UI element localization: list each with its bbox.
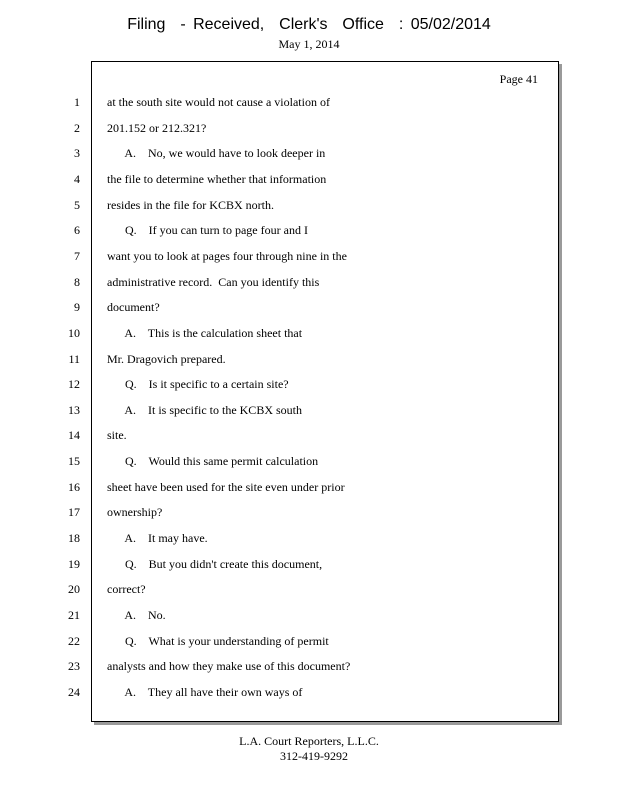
transcript-line: at the south site would not cause a violation of — [107, 95, 330, 109]
line-number: 12 — [68, 377, 80, 391]
line-number: 14 — [68, 428, 80, 442]
line-number: 11 — [68, 352, 80, 366]
line-number: 13 — [68, 403, 80, 417]
transcript-line: A. No, we would have to look deeper in — [107, 146, 326, 160]
transcript-line: A. This is the calculation sheet that — [107, 326, 303, 340]
transcript-line: Q. Is it specific to a certain site? — [107, 377, 289, 391]
page-number: Page 41 — [499, 72, 538, 86]
line-number: 16 — [68, 480, 80, 494]
transcript-line: document? — [107, 300, 160, 314]
transcript-line: ownership? — [107, 505, 163, 519]
transcript-line: sheet have been used for the site even under prior — [107, 480, 345, 494]
transcript-line: A. No. — [107, 608, 166, 622]
deposition-date: May 1, 2014 — [278, 37, 340, 51]
transcript-line: administrative record. Can you identify this — [107, 275, 320, 289]
transcript-line: A. It is specific to the KCBX south — [107, 403, 302, 417]
line-number: 4 — [74, 172, 80, 186]
line-number: 24 — [68, 685, 80, 699]
line-number: 8 — [74, 275, 80, 289]
line-number: 10 — [68, 326, 80, 340]
line-number: 7 — [74, 249, 80, 263]
line-number: 9 — [74, 300, 80, 314]
line-number: 3 — [74, 146, 80, 160]
line-number: 15 — [68, 454, 80, 468]
transcript-line: correct? — [107, 582, 146, 596]
reporter-phone: 312-419-9292 — [280, 749, 348, 763]
line-number: 22 — [68, 634, 80, 648]
line-number: 18 — [68, 531, 80, 545]
line-number: 5 — [74, 198, 80, 212]
line-number: 1 — [74, 95, 80, 109]
line-number: 17 — [68, 505, 80, 519]
transcript-line: Q. But you didn't create this document, — [107, 557, 323, 571]
line-number: 20 — [68, 582, 80, 596]
filing-stamp: Filing - Received, Clerk's Office : 05/02/2014 — [127, 16, 491, 33]
line-number: 21 — [68, 608, 80, 622]
transcript-line: Q. Would this same permit calculation — [107, 454, 319, 468]
reporter-company: L.A. Court Reporters, L.L.C. — [239, 734, 379, 748]
transcript-line: Q. What is your understanding of permit — [107, 634, 329, 648]
transcript-line: A. It may have. — [107, 531, 208, 545]
transcript-line: the file to determine whether that information — [107, 172, 327, 186]
transcript-line: Q. If you can turn to page four and I — [107, 223, 308, 237]
transcript-line: want you to look at pages four through nine in the — [107, 249, 347, 263]
line-number: 6 — [74, 223, 80, 237]
transcript-line: analysts and how they make use of this document? — [107, 659, 351, 673]
line-number: 23 — [68, 659, 80, 673]
transcript-line: resides in the file for KCBX north. — [107, 198, 274, 212]
line-number: 19 — [68, 557, 80, 571]
transcript-line: Mr. Dragovich prepared. — [107, 352, 226, 366]
line-number: 2 — [74, 121, 80, 135]
transcript-line: site. — [107, 428, 127, 442]
transcript-line: 201.152 or 212.321? — [107, 121, 207, 135]
transcript-line: A. They all have their own ways of — [107, 685, 303, 699]
